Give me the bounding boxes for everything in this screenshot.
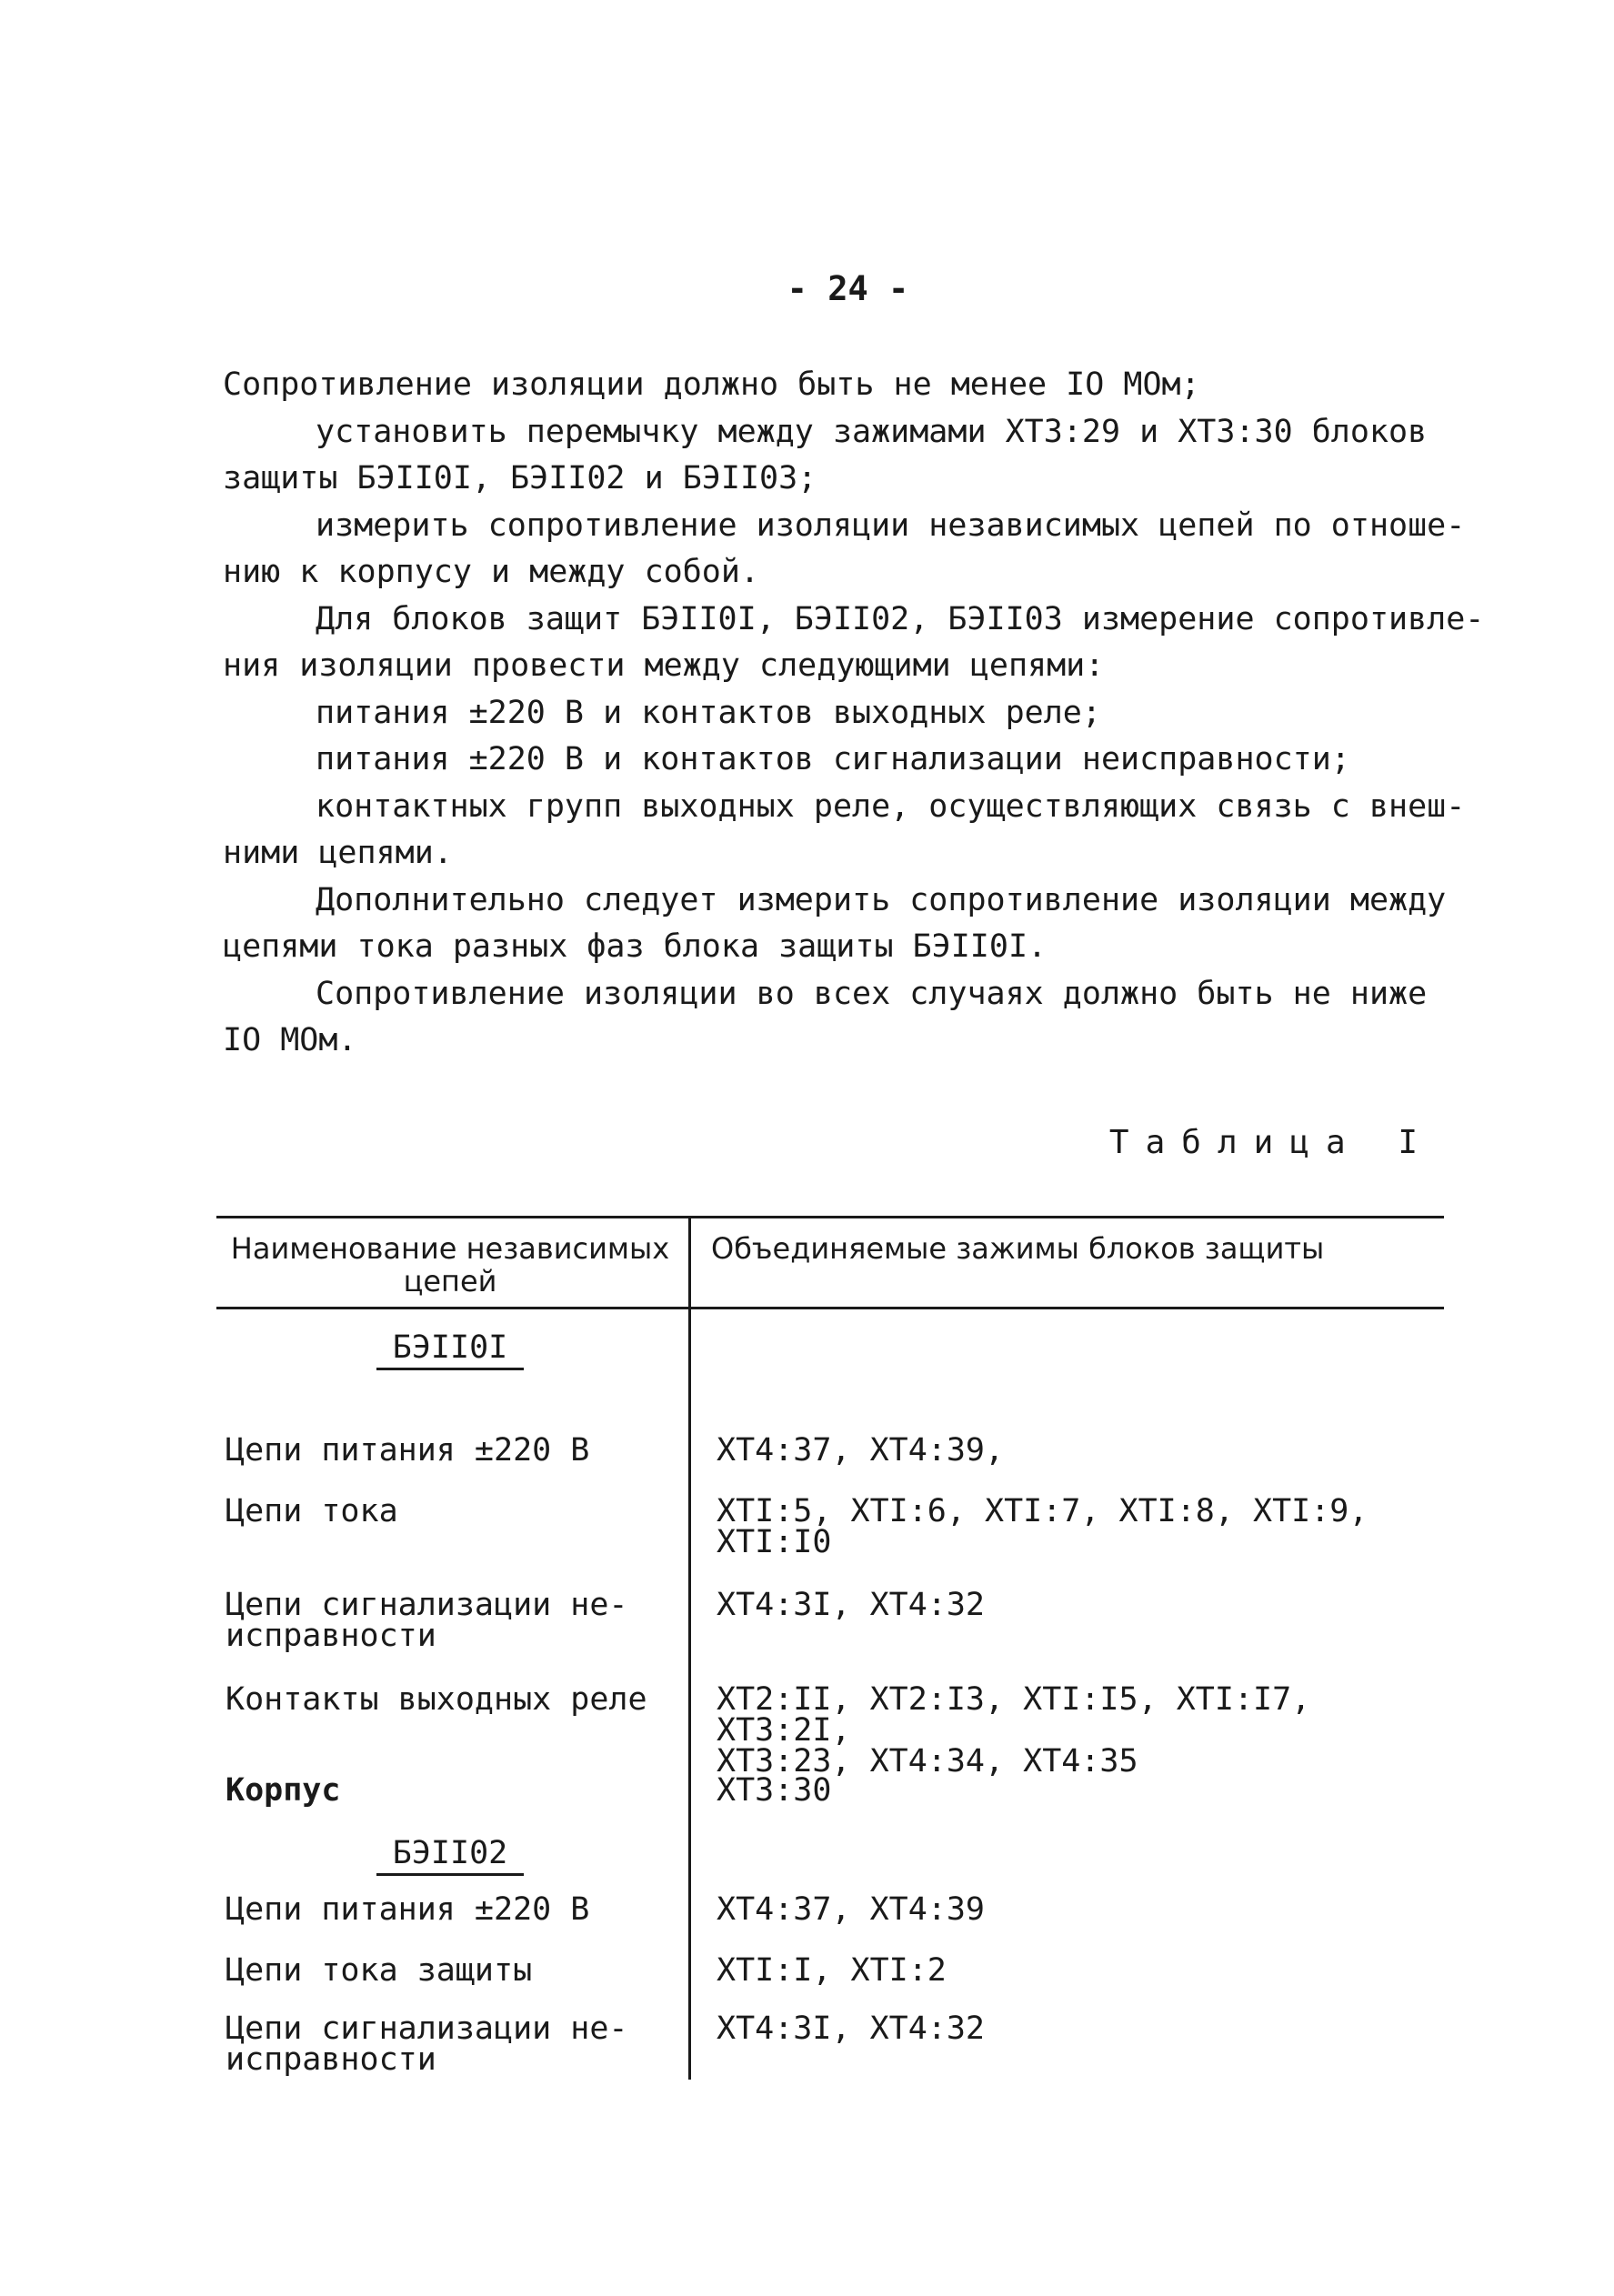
name-line: Цепи питания ±220 В (226, 1432, 590, 1469)
table-row-name (226, 1891, 680, 1928)
paragraph (223, 503, 1466, 597)
table-row-terminals (717, 2010, 1444, 2047)
table-column-divider (688, 1216, 691, 2080)
text-line: IO МОм. (223, 1022, 357, 1058)
terminals-line: ХТ4:3I, ХТ4:32 (717, 2010, 986, 2047)
name-line: Цепи тока (226, 1493, 398, 1529)
text-line: питания ±220 В и контактов выходных реле; (316, 694, 1101, 731)
table-row-name (226, 1432, 680, 1469)
name-line: Цепи тока защиты (226, 1952, 533, 1989)
table-row-name (226, 1952, 680, 1989)
text-line: защиты БЭII0I, БЭII02 и БЭII03; (223, 460, 817, 496)
table-row-name (226, 1493, 680, 1529)
text-line: ними цепями. (223, 835, 453, 871)
section-title-text: БЭII02 (376, 1835, 524, 1876)
name-line: Цепи питания ±220 В (226, 1891, 590, 1928)
paragraph (223, 784, 1466, 877)
name-line: исправности (226, 1618, 436, 1654)
name-line: Корпус (226, 1772, 341, 1809)
page-number: - 24 - (787, 269, 909, 308)
paragraph (223, 971, 1450, 1065)
table-row-name (226, 2010, 680, 2078)
table-row-terminals (717, 1432, 1444, 1469)
text-line: Сопротивление изоляции во всех случаях должно быть не ниже (316, 975, 1428, 1012)
name-line: исправности (226, 2041, 436, 2078)
paragraph (223, 690, 1450, 737)
terminals-line: ХТI:5, ХТI:6, ХТI:7, ХТI:8, ХТI:9, (717, 1493, 1368, 1529)
text-line: Сопротивление изоляции должно быть не менее IO МОм; (223, 366, 1200, 403)
text-line: контактных групп выходных реле, осуществляющих связь с внеш- (316, 787, 1466, 825)
text-line: Дополнительно следует измерить сопротивление изоляции между (316, 881, 1447, 918)
name-line: Контакты выходных реле (226, 1681, 647, 1718)
text-line: Для блоков защит БЭII0I, БЭII02, БЭII03 измерение сопротивле- (316, 600, 1485, 637)
table-section-title (218, 1835, 682, 1876)
terminals-line: ХТ4:3I, ХТ4:32 (717, 1587, 986, 1623)
paragraph (223, 597, 1485, 690)
body-text (223, 362, 1485, 1065)
text-line: нию к корпусу и между собой. (223, 554, 760, 590)
table-row-terminals (717, 1772, 1444, 1809)
table-header-terminals: Объединяемые зажимы блоков защиты (711, 1231, 1325, 1266)
text-line: ния изоляции провести между следующими цепями: (223, 647, 1105, 684)
table-header-circuits: Наименование независимых цепей (230, 1231, 670, 1298)
text-line: питания ±220 В и контактов сигнализации неисправности; (316, 741, 1350, 777)
table-row-terminals (717, 1493, 1444, 1560)
terminals-line: ХТ4:37, ХТ4:39, (717, 1432, 1005, 1469)
table-caption: Таблица I (1108, 1124, 1434, 1161)
table-header-rule (216, 1307, 1444, 1309)
text-line: измерить сопротивление изоляции независимых цепей по отноше- (316, 506, 1466, 544)
terminals-line: ХТ4:37, ХТ4:39 (717, 1891, 986, 1928)
paragraph (223, 362, 1450, 409)
paragraph (223, 409, 1450, 503)
table-row-name (226, 1772, 680, 1809)
table-section-title (218, 1329, 682, 1370)
terminals-line: ХТ2:II, ХТ2:I3, ХТI:I5, ХТI:I7, ХТЗ:2I, (717, 1681, 1311, 1749)
table-row-terminals (717, 1587, 1444, 1623)
paragraph (223, 877, 1450, 971)
text-line: установить перемычку между зажимами ХТЗ:29 и ХТЗ:30 блоков (316, 413, 1428, 450)
table-row-terminals (717, 1952, 1444, 1989)
table-row-terminals (717, 1681, 1444, 1780)
table-row-terminals (717, 1891, 1444, 1928)
name-line: Цепи сигнализации не- (226, 2010, 628, 2047)
terminals-line: ХТЗ:23, ХТ4:34, ХТ4:35 (717, 1743, 1138, 1780)
paragraph (223, 737, 1450, 784)
terminals-line: ХТЗ:30 (717, 1772, 832, 1809)
table-top-rule (216, 1216, 1444, 1218)
terminals-line: ХТI:I0 (717, 1524, 832, 1560)
name-line: Цепи сигнализации не- (226, 1587, 628, 1623)
terminals-line: ХТI:I, ХТI:2 (717, 1952, 947, 1989)
table-row-name (226, 1681, 680, 1718)
text-line: цепями тока разных фаз блока защиты БЭII0I. (223, 928, 1048, 965)
table-row-name (226, 1587, 680, 1654)
section-title-text: БЭII0I (376, 1329, 524, 1370)
